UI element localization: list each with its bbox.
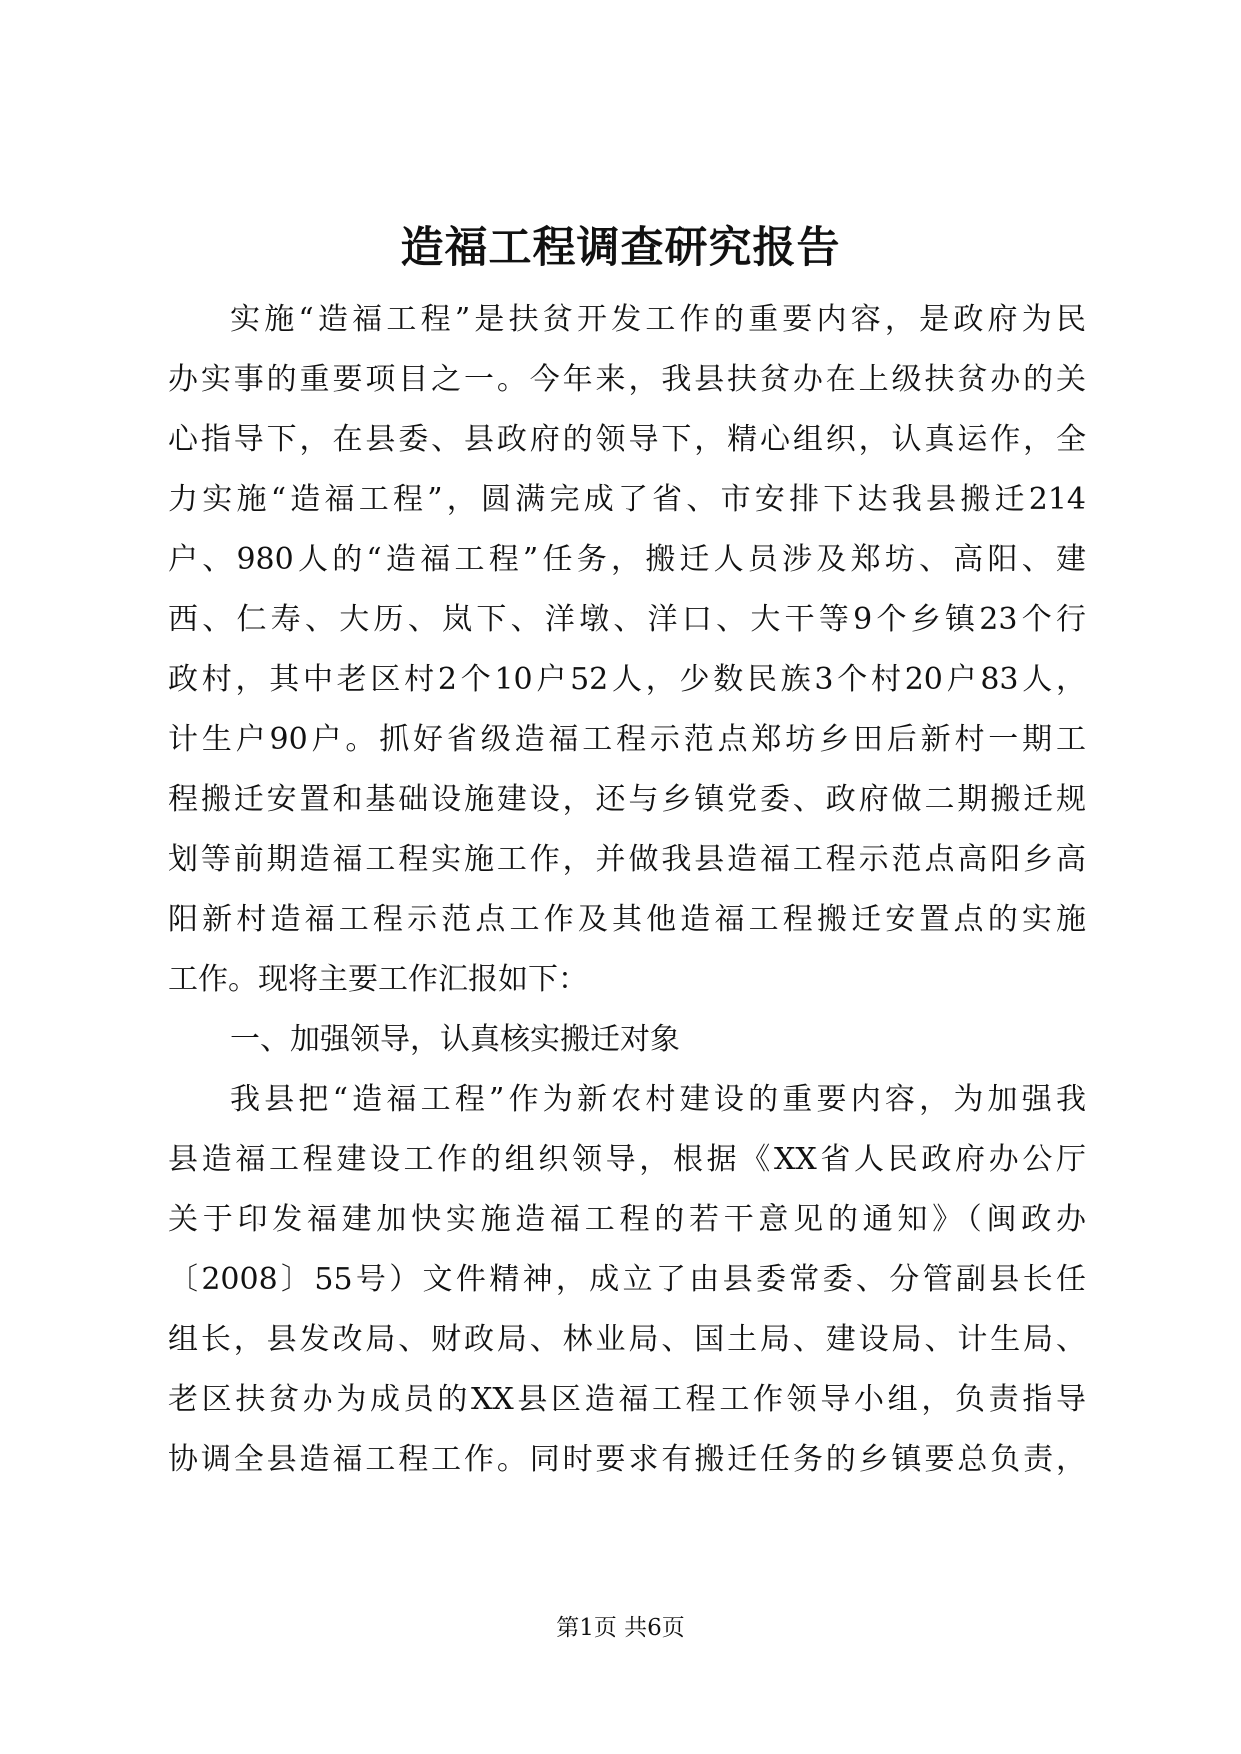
paragraph-line: 程搬迁安置和基础设施建设，还与乡镇党委、政府做二期搬迁规 [168,782,1086,817]
paragraph-line: 计生户90户。抓好省级造福工程示范点郑坊乡田后新村一期工 [168,722,1086,757]
document-body [168,290,1086,1490]
page-number-footer: 第1页 共6页 [556,1615,685,1641]
paragraph-line: 〔2008〕55号）文件精神，成立了由县委常委、分管副县长任 [168,1262,1086,1297]
paragraph-line: 办实事的重要项目之一。今年来，我县扶贫办在上级扶贫办的关 [168,362,1086,397]
section-heading: 一、加强领导，认真核实搬迁对象 [230,1022,680,1057]
paragraph-line: 实施“造福工程”是扶贫开发工作的重要内容，是政府为民 [230,302,1086,337]
paragraph-line: 关于印发福建加快实施造福工程的若干意见的通知》（闽政办 [168,1202,1086,1237]
paragraph-line: 老区扶贫办为成员的XX县区造福工程工作领导小组，负责指导 [168,1382,1086,1417]
document-title: 造福工程调查研究报告 [400,223,841,273]
paragraph-line: 县造福工程建设工作的组织领导，根据《XX省人民政府办公厅 [168,1142,1086,1177]
paragraph-line: 西、仁寿、大历、岚下、洋墩、洋口、大干等9个乡镇23个行 [168,602,1086,637]
paragraph-line: 户、980人的“造福工程”任务，搬迁人员涉及郑坊、高阳、建 [168,542,1086,577]
paragraph-line: 划等前期造福工程实施工作，并做我县造福工程示范点高阳乡高 [168,842,1086,877]
paragraph-line: 政村，其中老区村2个10户52人，少数民族3个村20户83人， [168,662,1086,697]
paragraph-line: 阳新村造福工程示范点工作及其他造福工程搬迁安置点的实施 [168,902,1086,937]
paragraph-line: 协调全县造福工程工作。同时要求有搬迁任务的乡镇要总负责， [168,1442,1086,1477]
paragraph-line: 组长，县发改局、财政局、林业局、国土局、建设局、计生局、 [168,1322,1086,1357]
paragraph-line: 我县把“造福工程”作为新农村建设的重要内容，为加强我 [230,1082,1086,1117]
paragraph-line: 力实施“造福工程”，圆满完成了省、市安排下达我县搬迁214 [168,482,1086,517]
paragraph-line: 工作。现将主要工作汇报如下： [168,962,588,997]
paragraph-line: 心指导下，在县委、县政府的领导下，精心组织，认真运作，全 [168,422,1086,457]
